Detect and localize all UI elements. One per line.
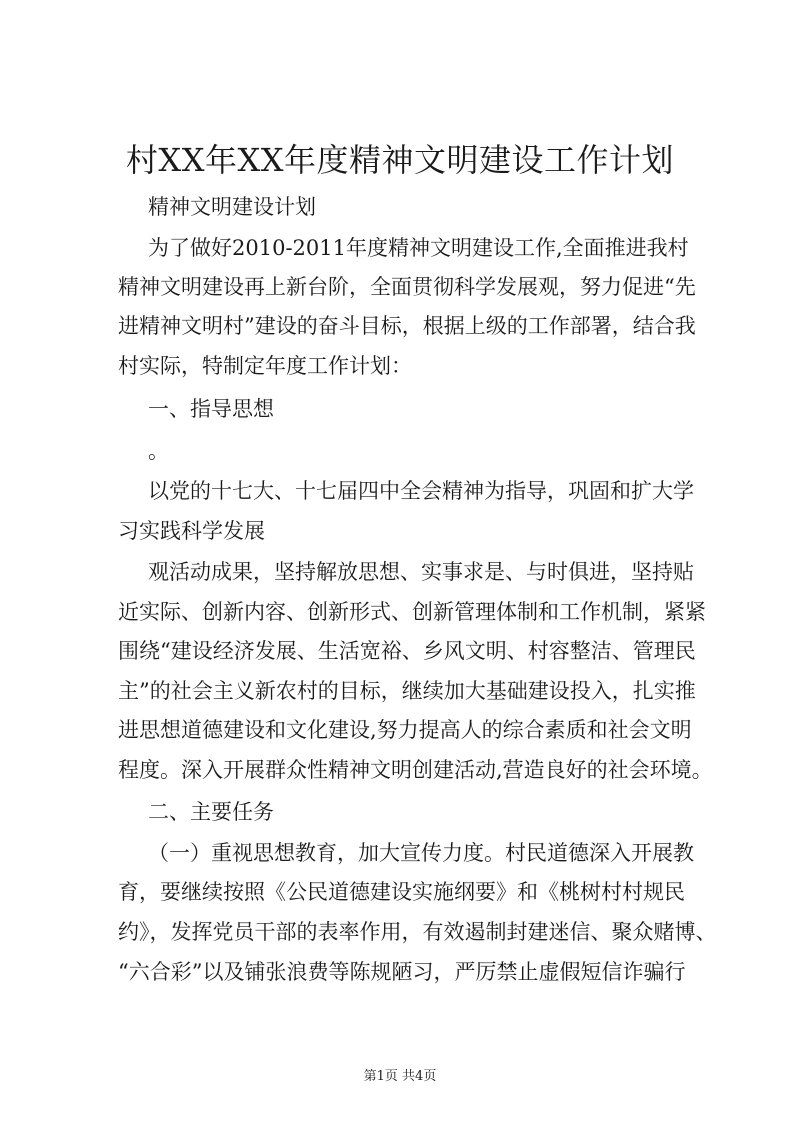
paragraph-line: 习实践科学发展 <box>118 519 265 543</box>
page-number-footer: 第1页 共4页 <box>363 1069 437 1084</box>
paragraph-line: 。 <box>148 439 169 463</box>
paragraph-line: 进精神文明村”建设的奋斗目标，根据上级的工作部署，结合我 <box>118 314 696 338</box>
paragraph-line: 以党的十七大、十七届四中全会精神为指导，巩固和扩大学 <box>148 479 694 503</box>
paragraph-line: 育，要继续按照《公民道德建设实施纲要》和《桃树村村规民 <box>118 880 685 904</box>
paragraph-line: 主”的社会主义新农村的目标，继续加大基础建设投入，扎实推 <box>118 679 696 703</box>
paragraph-line: 围绕“建设经济发展、生活宽裕、乡风文明、村容整洁、管理民 <box>118 639 696 663</box>
document-title: 村XX年XX年度精神文明建设工作计划 <box>125 141 675 179</box>
paragraph-line: （一）重视思想教育，加大宣传力度。村民道德深入开展教 <box>148 841 694 865</box>
paragraph-line: 精神文明建设计划 <box>148 195 316 219</box>
section-heading: 一、指导思想 <box>148 397 274 421</box>
paragraph-line: 近实际、创新内容、创新形式、创新管理体制和工作机制，紧紧 <box>118 600 706 624</box>
paragraph-line: 约》，发挥党员干部的表率作用，有效遏制封建迷信、聚众赌博、 <box>118 920 717 944</box>
paragraph-line: 为了做好2010-2011年度精神文明建设工作,全面推进我村 <box>148 236 689 260</box>
paragraph-line: 程度。深入开展群众性精神文明创建活动,营造良好的社会环境。 <box>118 758 713 782</box>
section-heading: 二、主要任务 <box>148 800 274 824</box>
paragraph-line: 进思想道德建设和文化建设,努力提高人的综合素质和社会文明 <box>118 718 692 742</box>
paragraph-line: “六合彩”以及铺张浪费等陈规陋习，严厉禁止虚假短信诈骗行 <box>118 960 686 984</box>
paragraph-line: 观活动成果，坚持解放思想、实事求是、与时俱进，坚持贴 <box>148 560 694 584</box>
paragraph-line: 村实际，特制定年度工作计划： <box>118 354 412 378</box>
paragraph-line: 精神文明建设再上新台阶，全面贯彻科学发展观，努力促进“先 <box>118 275 696 299</box>
